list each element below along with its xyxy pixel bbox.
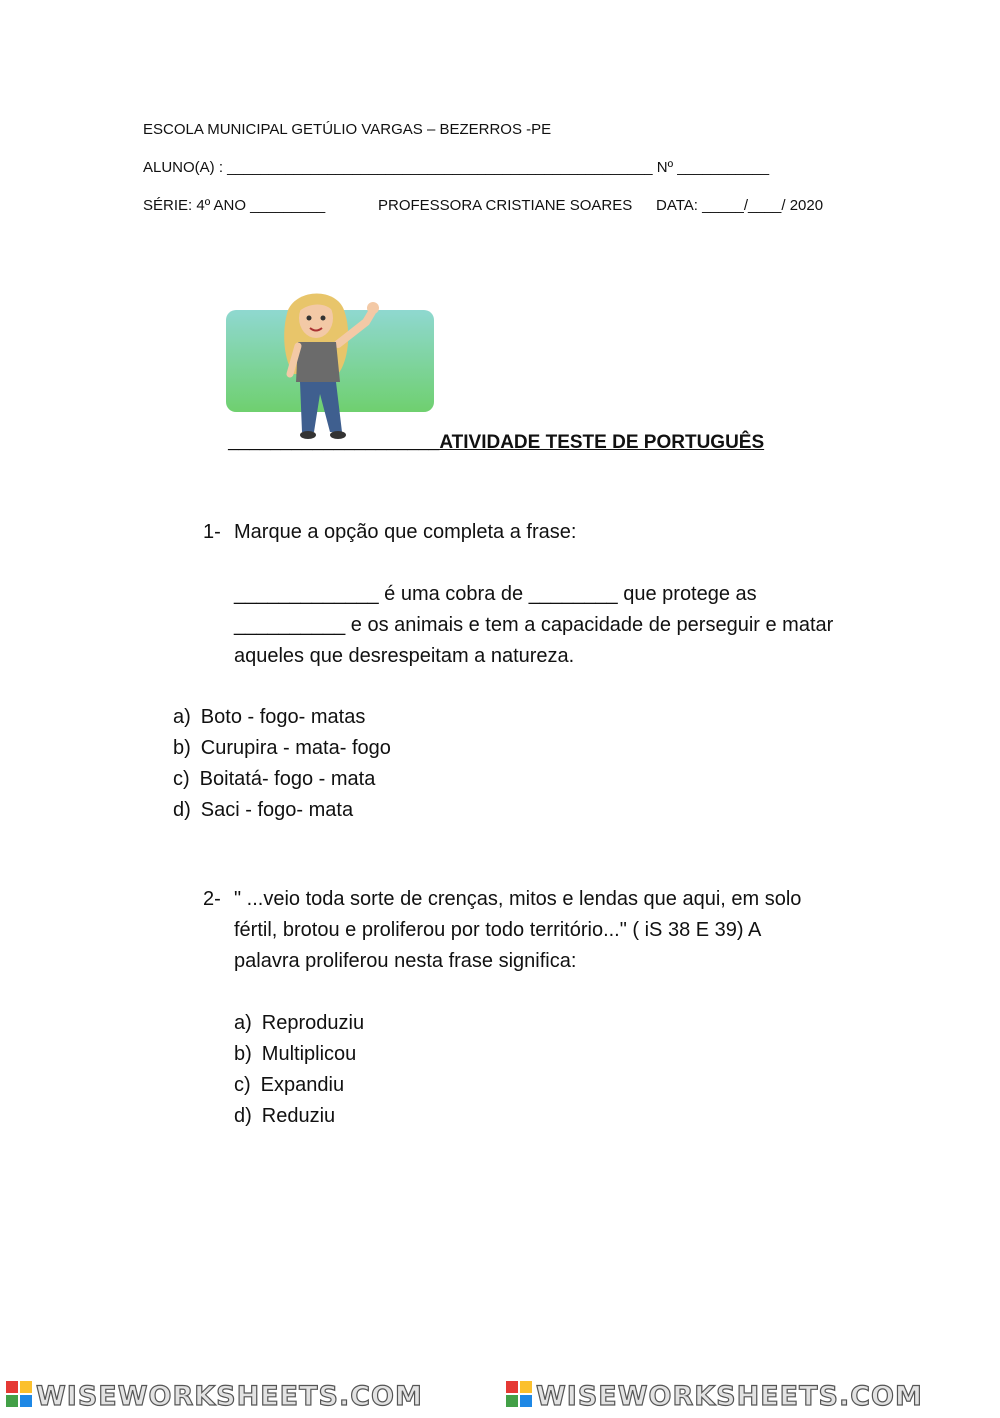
q1-option-a[interactable]: [173, 706, 365, 729]
q2-number: 2-: [203, 888, 221, 910]
grade-line: SÉRIE: 4º ANO _________: [143, 197, 326, 214]
option-text: Multiplicou: [261, 1043, 357, 1065]
school-name: ESCOLA MUNICIPAL GETÚLIO VARGAS – BEZERROS -PE: [143, 121, 552, 138]
teacher-avatar-illustration: [226, 282, 436, 444]
option-text: Reduziu: [261, 1105, 336, 1127]
option-text: Expandiu: [260, 1074, 345, 1096]
option-text: Boto - fogo- matas: [200, 706, 366, 728]
q1-option-d[interactable]: [173, 799, 353, 822]
q1-prompt: Marque a opção que completa a frase:: [234, 521, 577, 543]
option-letter: a): [173, 706, 191, 728]
q2-option-b[interactable]: [234, 1043, 356, 1066]
date-line: DATA: _____/____/ 2020: [656, 197, 824, 214]
activity-title: [228, 432, 764, 454]
option-letter: a): [234, 1012, 252, 1034]
q1-number: 1-: [203, 521, 221, 543]
option-letter: b): [234, 1043, 252, 1065]
q2-prompt-line: fértil, brotou e proliferou por todo território..." ( iS 38 E 39) A: [234, 919, 762, 941]
title-underline-blank: ____________________: [228, 432, 440, 453]
q2-prompt-line: palavra proliferou nesta frase significa:: [234, 950, 577, 972]
q2-option-a[interactable]: [234, 1012, 364, 1035]
q1-option-c[interactable]: [173, 768, 375, 791]
option-letter: d): [234, 1105, 252, 1127]
teacher-name: PROFESSORA CRISTIANE SOARES: [378, 197, 633, 214]
q1-sentence-line: aqueles que desrespeitam a natureza.: [234, 645, 575, 667]
option-letter: c): [173, 768, 190, 790]
option-letter: c): [234, 1074, 251, 1096]
wiseworksheets-logo-icon: [506, 1381, 532, 1407]
title-text: ATIVIDADE TESTE DE PORTUGUÊS: [439, 432, 765, 453]
option-text: Boitatá- fogo - mata: [199, 768, 376, 790]
option-text: Curupira - mata- fogo: [200, 737, 391, 759]
q1-option-b[interactable]: [173, 737, 391, 760]
option-text: Saci - fogo- mata: [200, 799, 354, 821]
q1-sentence-line: __________ e os animais e tem a capacidade de perseguir e matar: [234, 614, 834, 636]
watermark-text-right: WISEWORKSHEETS.COM: [536, 1381, 923, 1412]
student-name-line: ALUNO(A) : ___________________________________________________ Nº ___________: [143, 159, 770, 176]
option-letter: b): [173, 737, 191, 759]
watermark-text-left: WISEWORKSHEETS.COM: [36, 1381, 423, 1412]
option-text: Reproduziu: [261, 1012, 365, 1034]
watermark-footer: [0, 1375, 1000, 1413]
q2-option-c[interactable]: [234, 1074, 344, 1097]
q2-prompt-line: " ...veio toda sorte de crenças, mitos e lendas que aqui, em solo: [234, 888, 802, 910]
q2-option-d[interactable]: [234, 1105, 335, 1128]
q1-sentence-line: _____________ é uma cobra de ________ que protege as: [234, 583, 757, 605]
option-letter: d): [173, 799, 191, 821]
wiseworksheets-logo-icon: [6, 1381, 32, 1407]
